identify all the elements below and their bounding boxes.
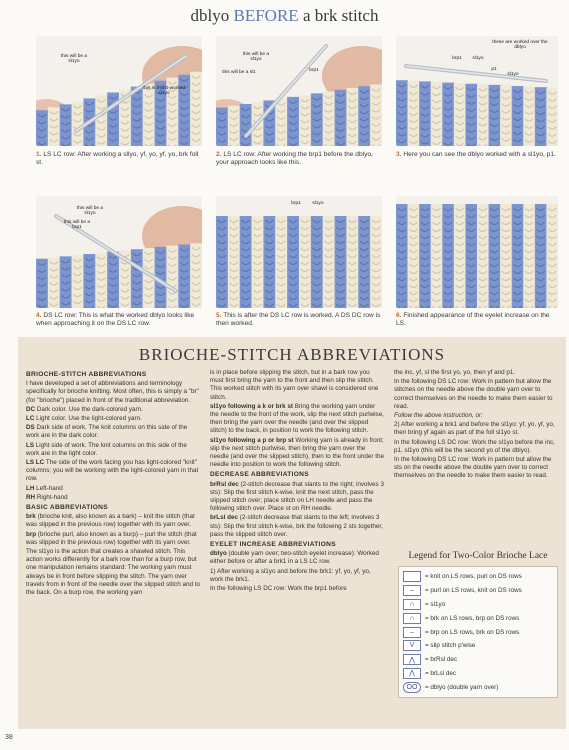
definition bbox=[26, 513, 200, 529]
definition bbox=[210, 481, 384, 514]
paragraph: Follow the above instruction, or: bbox=[394, 412, 483, 420]
definition-text: (brioche knit, also known as a bark) – knit the stitch (that was slipped in the previous row) together with its yarn over. bbox=[26, 513, 195, 529]
caption-6-text: Finished appearance of the eyelet increase on the LS. bbox=[396, 312, 550, 328]
paragraph: In the following DS LC row: Work in pattern but allow the stitches on the needle above the double yarn over to correct themselves on the needle to make them easier to read. bbox=[394, 378, 553, 410]
definition-term: sl1yo following a k or brk st bbox=[210, 402, 293, 410]
definition-term: LC bbox=[26, 415, 35, 423]
definition-text: Dark color. Use the dark-colored yarn. bbox=[36, 405, 143, 413]
definition bbox=[210, 403, 384, 436]
photo-2-label-3: brp1 bbox=[309, 68, 319, 73]
caption-6-num: 6. bbox=[396, 312, 402, 319]
legend-symbol-icon: ∩ bbox=[403, 599, 421, 610]
definition bbox=[210, 437, 384, 470]
paragraph: is in place before slipping the stitch, but in a bark row you must first bring the yarn to the front and then slip the stitch. This worked stitch with its yarn over shawl is considered one stitch. bbox=[210, 369, 379, 401]
legend-label: = brk on LS rows, brp on DS rows bbox=[425, 614, 520, 622]
legend-symbol-icon: ⋀ bbox=[403, 668, 421, 679]
legend-label: = dblyo (double yarn over) bbox=[425, 683, 499, 691]
photo-5-label-1: brp1 bbox=[291, 201, 301, 206]
definition-text: Left-hand bbox=[36, 484, 63, 492]
definition bbox=[26, 406, 200, 414]
definition-term: RH bbox=[26, 493, 36, 501]
caption-1 bbox=[36, 151, 204, 167]
caption-5-text: This is after the DS LC row is worked. A DS DC row is then worked. bbox=[216, 312, 381, 328]
caption-1-text: LS LC row: After working a sllyo, yf, yo, yf, yo, brk foll st. bbox=[36, 151, 199, 167]
paragraph: the inc, yf, sl the first yo, yo, then yf and p1. bbox=[394, 369, 516, 376]
photo-3-label-1: these are worked over the dblyo bbox=[492, 40, 548, 51]
definition-text: Light color. Use the light-colored yarn. bbox=[36, 415, 142, 423]
section-heading: DECREASE ABBREVIATIONS bbox=[210, 471, 309, 479]
caption-4 bbox=[36, 312, 204, 328]
definition bbox=[26, 459, 200, 484]
paragraph: In the following LS DC row: Work the brp1 before bbox=[210, 585, 347, 593]
page-title bbox=[0, 6, 569, 26]
photo-6 bbox=[396, 196, 558, 308]
caption-3-text: Here you can see the dblyo worked with a sl1yo, p1. bbox=[403, 151, 556, 158]
photo-2-label-1: this will be a sl1yo bbox=[242, 52, 270, 63]
section-heading: BASIC ABBREVIATIONS bbox=[26, 504, 108, 512]
definition-text: Light side of work. The knit columns on this side of the work are in the light color. bbox=[26, 441, 187, 457]
definition-term: brRsl dec bbox=[210, 480, 239, 488]
definition-term: dblyo bbox=[210, 550, 227, 558]
definition-text: Bring the working yarn under the needle to the front of the work, slip the next stitch purlwise, then bring the yarn over the needle (and over the slipped stitch) to the back, in position to work the following stitch. bbox=[210, 402, 384, 435]
legend-symbol-icon: ∩ bbox=[403, 613, 421, 624]
legend-label: = brLsl dec bbox=[425, 669, 456, 677]
abbreviations-column-1 bbox=[26, 369, 200, 598]
definition bbox=[210, 550, 384, 566]
legend-symbol-icon: – bbox=[403, 627, 421, 638]
caption-4-num: 4. bbox=[36, 312, 42, 319]
definition bbox=[26, 494, 200, 502]
paragraph: The sl1yo is the action that creates a shawled stitch. This action works differently for a bark row than for a burp row, but one manipulation remains standard: The working yarn must always be in front before slipping the stitch. The yarn over travels from in front of the needle over the slipped stitch and to the back. On a burp row, the working yarn bbox=[26, 548, 200, 597]
photo-3-label-5: sl1yo bbox=[507, 72, 519, 77]
photo-3-label-2: brp1 bbox=[452, 56, 462, 61]
caption-2-num: 2. bbox=[216, 151, 222, 158]
legend-item bbox=[403, 653, 553, 667]
definition-text: The side of the work facing you has light-colored "knit" columns; you will be working with the light-colored yarn in that row. bbox=[26, 459, 199, 483]
legend-label: = brRsl dec bbox=[425, 656, 458, 664]
photo-2-label-2: this will be a sl1 bbox=[222, 70, 256, 75]
definition-text: Working yarn is already in front; slip the next stitch purlwise, then bring the yarn over the needle (and over the slipped stitch), then to the front under the needle into position to work the following stitch. bbox=[210, 436, 384, 469]
definition-text: Dark side of work. The knit columns on this side of the work are in the dark color. bbox=[26, 424, 188, 440]
definition-text: Right-hand bbox=[36, 493, 68, 501]
legend-item bbox=[403, 625, 553, 639]
photo-5 bbox=[216, 196, 382, 308]
paragraph: In the following DS LC row: Work in pattern but allow the sts on the needle above the double yarn over to correct themselves on the needle to make them easier to read. bbox=[394, 456, 552, 480]
definition-term: LS LC bbox=[26, 459, 45, 467]
photo-4-illustration bbox=[36, 196, 202, 308]
definition-term: brLsl dec bbox=[210, 514, 238, 522]
legend-box bbox=[398, 566, 558, 698]
legend-item bbox=[403, 584, 553, 598]
definition bbox=[210, 514, 384, 539]
legend-item bbox=[403, 598, 553, 612]
photo-3-label-4: p1 bbox=[491, 67, 497, 72]
caption-2 bbox=[216, 151, 384, 167]
definition bbox=[26, 415, 200, 423]
photo-4-label-2: this will be a brp1 bbox=[63, 220, 91, 231]
legend-symbol-icon: OO bbox=[403, 682, 421, 693]
definition-text: (double yarn over; two-stitch eyelet increase): Worked either before or after a brk1 in a LS LC row. bbox=[210, 550, 379, 566]
paragraph: 2) After working a brk1 and before the sl1yo: yf, yo, yf, yo, then bring yf again as part of the foll sl1yo st. bbox=[394, 421, 555, 437]
caption-5 bbox=[216, 312, 384, 328]
caption-6 bbox=[396, 312, 560, 328]
legend-label: = purl on LS rows, knit on DS rows bbox=[425, 587, 522, 595]
legend-item bbox=[403, 667, 553, 681]
definition-term: DC bbox=[26, 405, 36, 413]
section-heading: BRIOCHE-STITCH ABBREVIATIONS bbox=[26, 371, 147, 378]
photo-3-label-3: sl1yo bbox=[472, 56, 484, 61]
legend-symbol-icon bbox=[403, 571, 421, 582]
photo-5-illustration bbox=[216, 196, 382, 308]
definition-term: brp bbox=[26, 530, 37, 538]
title-suffix: a brk stitch bbox=[298, 6, 379, 25]
definition-text: (2-stitch decrease that slants to the left; involves 3 sts): Slip the first stitch k-wise, brk the following 2 sts together, pass the slipped stitch over. bbox=[210, 514, 383, 538]
caption-2-text: LS LC row: After working the brp1 before the dblyo, your approach looks like this. bbox=[216, 151, 373, 167]
paragraph: I have developed a set of abbreviations and terminology specifically for brioche knitting. Most often, this is simply a "br" (for "brioche") placed in front of the traditional abbreviation. bbox=[26, 380, 199, 404]
caption-3-num: 3. bbox=[396, 151, 402, 158]
abbreviations-column-3 bbox=[394, 369, 560, 482]
paragraph: In the following LS DC row: Work the sl1yo before the inc, p1, sl1yo (this will be the second yo of the dblyo). bbox=[394, 438, 555, 454]
legend-item bbox=[403, 570, 553, 584]
legend-symbol-icon: ⋀ bbox=[403, 654, 421, 665]
definition bbox=[26, 424, 200, 440]
legend-item bbox=[403, 611, 553, 625]
page-number: 38 bbox=[5, 734, 13, 741]
photo-3 bbox=[396, 36, 558, 146]
legend-symbol-icon: V bbox=[403, 640, 421, 651]
paragraph: 1) After working a sl1yo and before the brk1: yf, yo, yf, yo, work the brk1. bbox=[210, 567, 371, 583]
legend bbox=[398, 551, 558, 698]
definition-text: (2-stitch decrease that slants to the right; involves 3 sts): Slip the first stitch k-wise, knit the next stitch, pass the slipped stitch over; place stitch on LH needle and pass the following stitch over. Place st on RH needle. bbox=[210, 480, 384, 513]
definition-term: brk bbox=[26, 513, 36, 521]
caption-1-num: 1. bbox=[36, 151, 42, 158]
legend-label: = knit on LS rows, purl on DS rows bbox=[425, 573, 522, 581]
abbreviations-column-2 bbox=[210, 369, 384, 594]
legend-label: = sl1yo bbox=[425, 600, 446, 608]
title-prefix: dblyo bbox=[190, 6, 234, 25]
definition-term: DS bbox=[26, 424, 35, 432]
abbreviations-title: BRIOCHE-STITCH ABBREVIATIONS bbox=[138, 345, 446, 364]
photo-5-label-2: sl1yo bbox=[312, 201, 324, 206]
legend-title: Legend for Two-Color Brioche Lace bbox=[408, 551, 548, 561]
photo-3-illustration bbox=[396, 36, 558, 146]
photo-4 bbox=[36, 196, 202, 308]
definition bbox=[26, 531, 200, 547]
definition bbox=[26, 442, 200, 458]
photo-1-label-2: this is a just-worked sl1yo bbox=[142, 86, 186, 97]
section-heading: EYELET INCREASE ABBREVIATIONS bbox=[210, 541, 336, 549]
photo-1-label-1: this will be a sl1yo bbox=[60, 54, 88, 65]
title-highlight: BEFORE bbox=[233, 6, 299, 25]
legend-item bbox=[403, 639, 553, 653]
legend-symbol-icon: – bbox=[403, 585, 421, 596]
definition-term: LS bbox=[26, 441, 35, 449]
photo-6-illustration bbox=[396, 196, 558, 308]
definition-term: sl1yo following a p or brp st bbox=[210, 436, 294, 444]
abbreviations-panel bbox=[18, 337, 566, 729]
legend-item bbox=[403, 680, 553, 694]
legend-label: = slip stitch p'wise bbox=[425, 642, 476, 650]
definition-term: LH bbox=[26, 484, 35, 492]
definition bbox=[26, 485, 200, 493]
photo-4-label-1: this will be a sl1yo bbox=[76, 206, 104, 217]
legend-label: = brp on LS rows, brk on DS rows bbox=[425, 628, 520, 636]
definition-text: (brioche purl, also known as a burp) – purl the stitch (that was slipped in the previous row) together with its yarn over. bbox=[26, 530, 197, 546]
caption-5-num: 5. bbox=[216, 312, 222, 319]
caption-4-text: DS LC row: This is what the worked dblyo looks like when approaching it on the DS LC row. bbox=[36, 312, 195, 328]
caption-3 bbox=[396, 151, 560, 159]
